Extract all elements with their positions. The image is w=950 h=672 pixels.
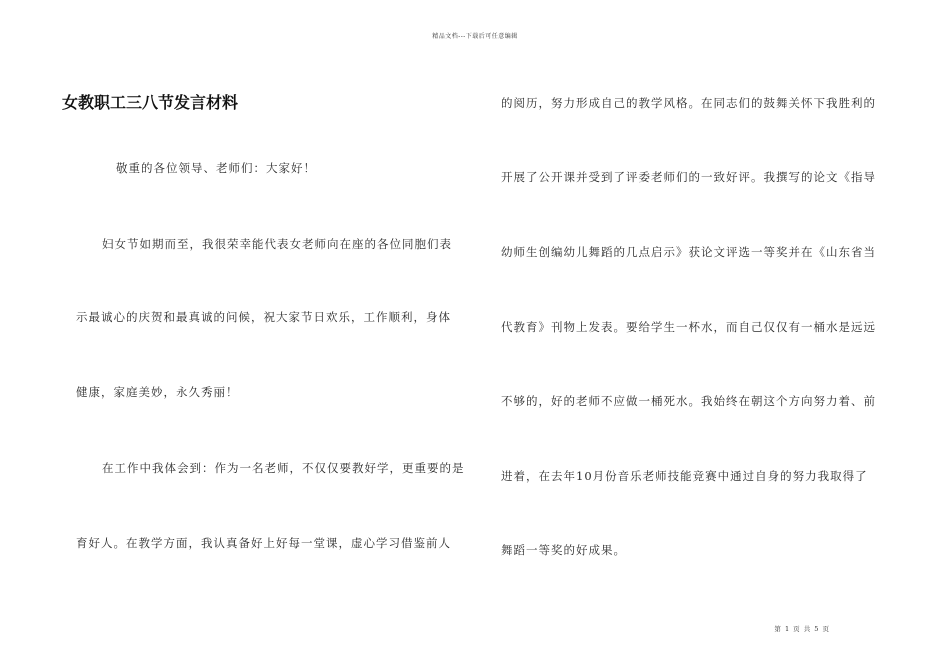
paragraph-line: 舞蹈一等奖的好成果。 bbox=[501, 543, 626, 557]
paragraph-line: 进着，在去年10月份音乐老师技能竞赛中通过自身的努力我取得了 bbox=[501, 469, 868, 483]
paragraph-line: 不够的，好的老师不应做一桶死水。我始终在朝这个方向努力着、前 bbox=[501, 394, 876, 408]
paragraph-line: 示最诚心的庆贺和最真诚的问候，祝大家节日欢乐，工作顺利，身体 bbox=[76, 310, 451, 324]
paragraph-line: 的阅历，努力形成自己的教学风格。在同志们的鼓舞关怀下我胜利的 bbox=[501, 96, 876, 110]
paragraph-line: 育好人。在教学方面，我认真备好上好每一堂课，虚心学习借鉴前人 bbox=[76, 536, 451, 550]
paragraph-line: 在工作中我体会到：作为一名老师，不仅仅要教好学，更重要的是 bbox=[102, 461, 465, 475]
paragraph-line: 妇女节如期而至，我很荣幸能代表女老师向在座的各位同胞们表 bbox=[102, 237, 452, 251]
salutation-line: 敬重的各位领导、老师们：大家好！ bbox=[116, 161, 316, 175]
paragraph-line: 开展了公开课并受到了评委老师们的一致好评。我撰写的论文《指导 bbox=[501, 170, 876, 184]
paragraph-line: 健康，家庭美妙，永久秀丽！ bbox=[76, 385, 239, 399]
document-title: 女教职工三八节发言材料 bbox=[62, 93, 239, 112]
paragraph-line: 代教育》刊物上发表。要给学生一杯水，而自己仅仅有一桶水是远远 bbox=[501, 320, 876, 334]
paragraph-line: 幼师生创编幼儿舞蹈的几点启示》获论文评选一等奖并在《山东省当 bbox=[501, 245, 876, 259]
header-note: 精品文档---下载后可任意编辑 bbox=[432, 33, 518, 40]
page-number: 第 1 页 共 5 页 bbox=[774, 625, 830, 633]
